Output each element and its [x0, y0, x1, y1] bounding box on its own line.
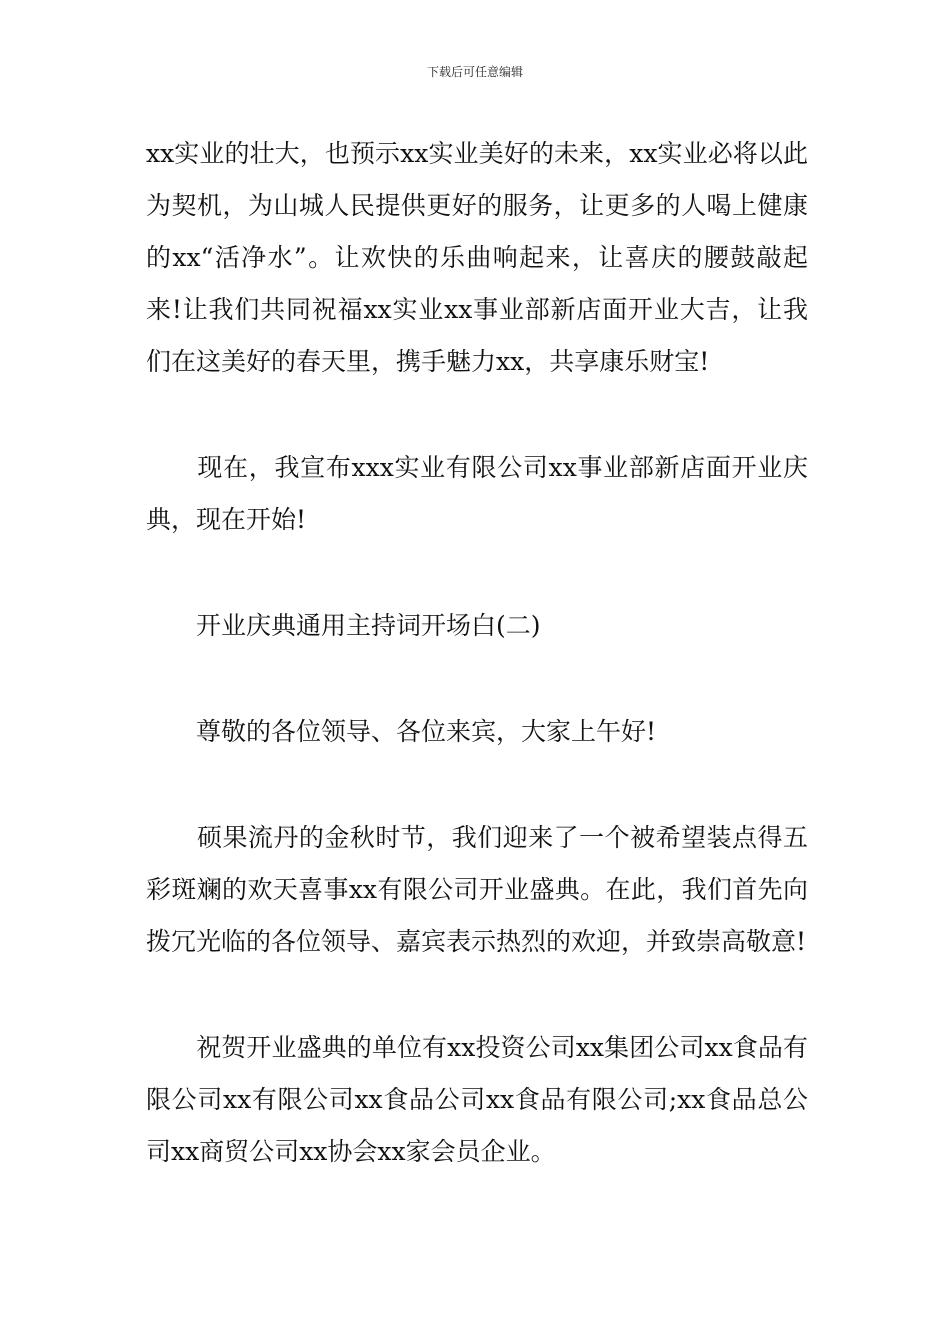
paragraph-gap: [146, 968, 808, 1022]
header-note: 下载后可任意编辑: [426, 65, 523, 79]
paragraph: xx实业的壮大，也预示xx实业美好的未来，xx实业必将以此为契机，为山城人民提供更好的服务，让更多的人喝上健康的xx“活净水”。让欢快的乐曲响起来，让喜庆的腰鼓敲起来!让我们共同祝福xx实业xx事业部新店面开业大吉，让我们在这美好的春天里，携手魅力xx，共享康乐财宝!: [146, 139, 808, 376]
greeting: 尊敬的各位领导、各位来宾，大家上午好!: [146, 717, 657, 746]
paragraph: 现在，我宣布xxx实业有限公司xx事业部新店面开业庆典，现在开始!: [146, 453, 808, 534]
paragraph-gap: [146, 758, 808, 812]
paragraph-gap: [146, 652, 808, 706]
section-heading: 开业庆典通用主持词开场白(二): [146, 611, 541, 640]
paragraph-gap: [146, 546, 808, 600]
paragraph: 硕果流丹的金秋时节，我们迎来了一个被希望装点得五彩斑斓的欢天喜事xx有限公司开业盛典。在此，我们首先向拨冗光临的各位领导、嘉宾表示热烈的欢迎，并致崇高敬意!: [146, 823, 808, 956]
document-body: [146, 128, 808, 1178]
paragraph: 祝贺开业盛典的单位有xx投资公司xx集团公司xx食品有限公司xx有限公司xx食品公司xx食品有限公司;xx食品总公司xx商贸公司xx协会xx家会员企业。: [146, 1033, 808, 1166]
paragraph-gap: [146, 388, 808, 442]
